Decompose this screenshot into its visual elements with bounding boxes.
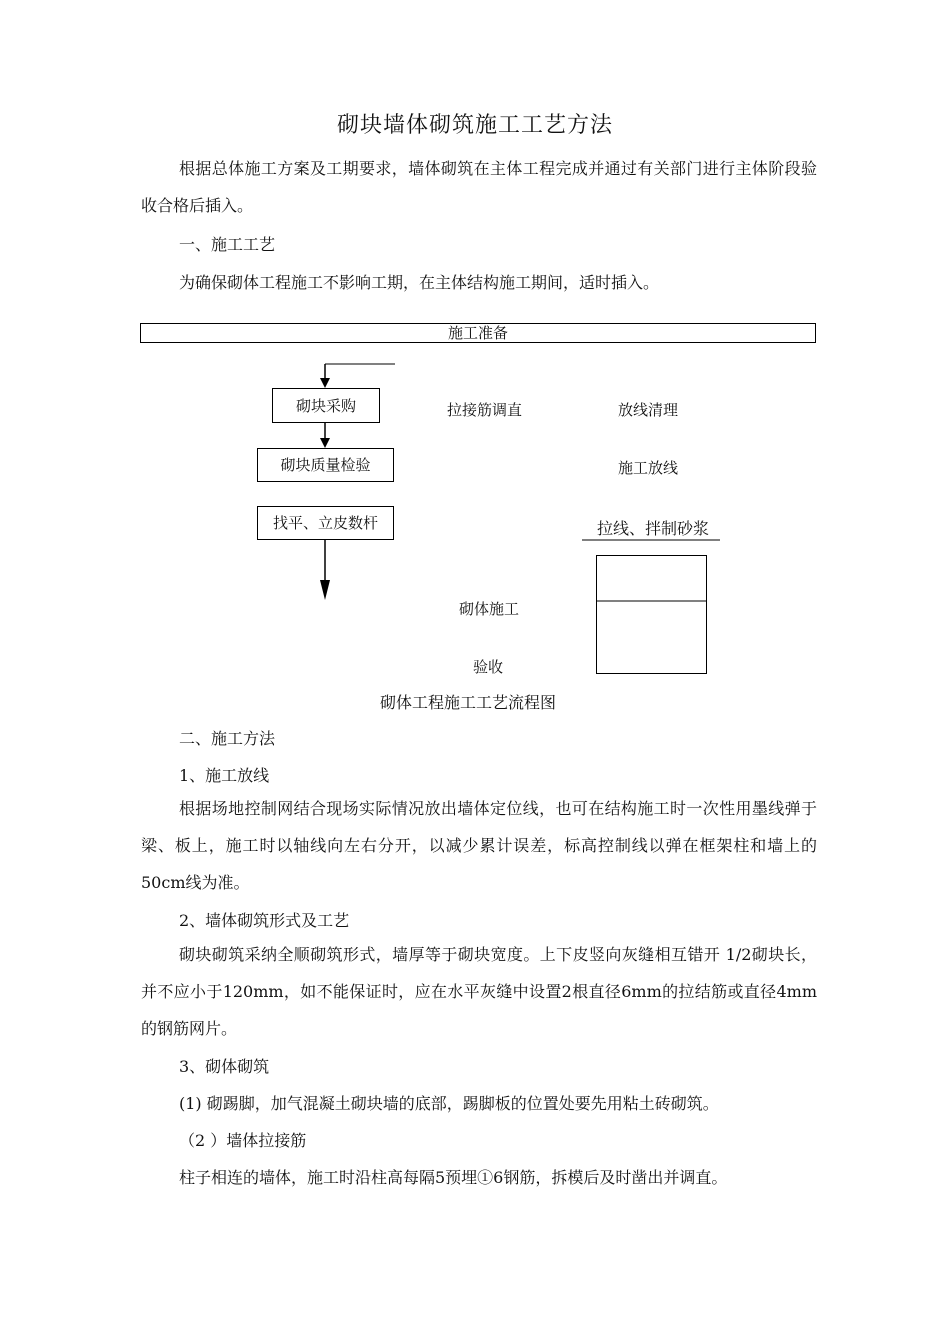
- intro-paragraph: 根据总体施工方案及工期要求，墙体砌筑在主体工程完成并通过有关部门进行主体阶段验收合格后插入。: [141, 159, 817, 215]
- subsection2-heading: 2、墙体砌筑形式及工艺: [179, 911, 350, 930]
- flow-level-label: 找平、立皮数杆: [272, 514, 378, 532]
- flow-buy-box: [272, 388, 380, 423]
- flow-inspect-box: [257, 448, 394, 482]
- flow-accept-label: 验收: [473, 658, 504, 676]
- doc-title: 砌块墙体砌筑施工工艺方法: [336, 113, 613, 138]
- item1-text: (1) 砌踢脚，加气混凝土砌块墙的底部，踢脚板的位置处要先用粘土砖砌筑。: [179, 1094, 719, 1113]
- section2-heading: 二、施工方法: [179, 729, 276, 748]
- flow-level-box: [257, 506, 394, 540]
- subsection1-text: 根据场地控制网结合现场实际情况放出墙体定位线，也可在结构施工时一次性用墨线弹于梁、板上，施工时以轴线向左右分开，以减少累计误差，标高控制线以弹在框架柱和墙上的50cm线为准。: [141, 799, 817, 892]
- flow-buy-label: 砌块采购: [295, 397, 356, 415]
- section1-heading: 一、施工工艺: [179, 235, 276, 254]
- flow-prep-box: [140, 323, 816, 343]
- flow-prep-label: 施工准备: [447, 324, 508, 342]
- flowchart-caption: 砌体工程施工工艺流程图: [380, 693, 557, 712]
- flow-mortar-label: 拉线、拌制砂浆: [597, 519, 710, 538]
- item2-text: 柱子相连的墙体，施工时沿柱高每隔5预埋①6钢筋，拆模后及时凿出并调直。: [179, 1168, 728, 1187]
- flow-layout-label: 施工放线: [618, 459, 679, 477]
- flow-masonry-label: 砌体施工: [459, 600, 520, 618]
- flow-tie-bar-label: 拉接筋调直: [447, 401, 523, 419]
- subsection1-heading: 1、施工放线: [179, 766, 270, 785]
- flow-clear-label: 放线清理: [618, 401, 679, 419]
- flow-inspect-label: 砌块质量检验: [280, 456, 371, 474]
- section1-text: 为确保砌体工程施工不影响工期，在主体结构施工期间，适时插入。: [179, 273, 660, 292]
- subsection3-heading: 3、砌体砌筑: [179, 1057, 270, 1076]
- item2-heading: （2 ）墙体拉接筋: [179, 1131, 307, 1150]
- subsection2-text: 砌块砌筑采纳全顺砌筑形式，墙厚等于砌块宽度。上下皮竖向灰缝相互错开 1/2砌块长，并不应小于120mm，如不能保证时，应在水平灰缝中设置2根直径6mm的拉结筋或直径4mm的钢筋网片。: [141, 945, 817, 1038]
